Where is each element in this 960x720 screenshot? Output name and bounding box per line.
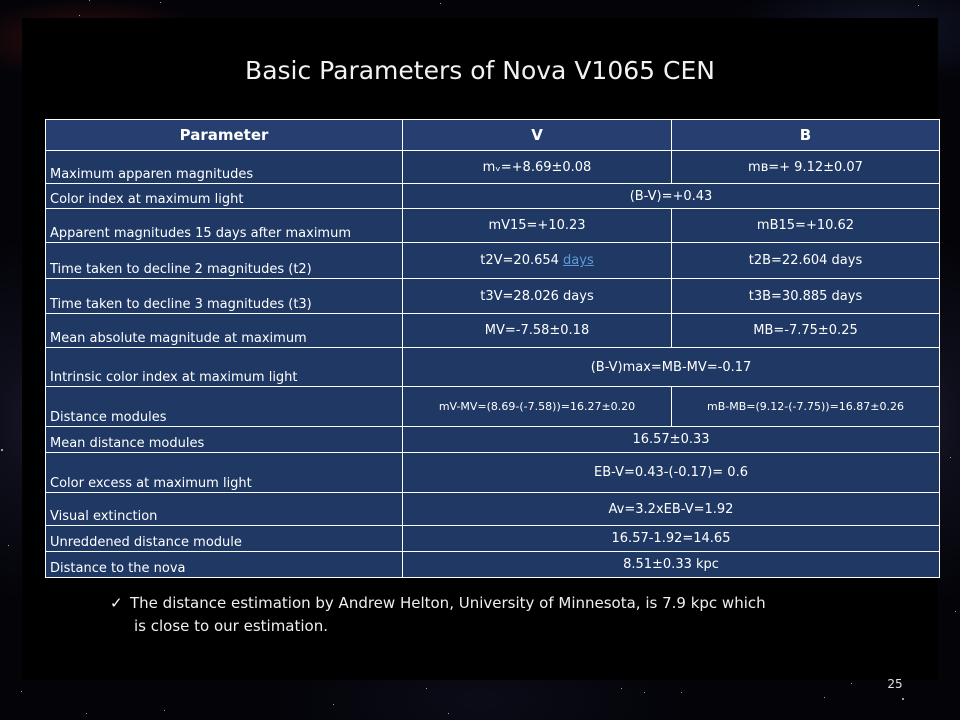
note-line-1: The distance estimation by Andrew Helton, University of Minnesota, is 7.9 kpc which	[130, 594, 766, 612]
star-dot	[621, 688, 622, 689]
value-v	[403, 243, 672, 279]
star-dot	[164, 710, 165, 711]
row-label: Apparent magnitudes 15 days after maximum	[46, 209, 403, 243]
value-b: mʙ=+ 9.12±0.07	[672, 151, 940, 184]
star-dot	[8, 545, 9, 546]
table-row	[46, 243, 940, 279]
star-dot	[1, 449, 3, 451]
row-label: Mean absolute magnitude at maximum	[46, 314, 403, 348]
value-v: t3V=28.026 days	[403, 279, 672, 314]
table-row	[46, 348, 940, 387]
parameters-table	[45, 119, 940, 578]
value-b: mB15=+10.62	[672, 209, 940, 243]
value-b: t2B=22.604 days	[672, 243, 940, 279]
value-v: mV15=+10.23	[403, 209, 672, 243]
row-label: Maximum apparen magnitudes	[46, 151, 403, 184]
header-parameter: Parameter	[46, 120, 403, 151]
star-dot	[918, 5, 919, 6]
slide-title: Basic Parameters of Nova V1065 CEN	[245, 56, 715, 85]
star-dot	[950, 457, 951, 458]
row-label: Unreddened distance module	[46, 526, 403, 552]
page-number: 25	[887, 677, 903, 691]
value-span: 16.57-1.92=14.65	[403, 526, 940, 552]
table-row	[46, 427, 940, 453]
value-span: EB-V=0.43-(-0.17)= 0.6	[403, 453, 940, 493]
value-span: Av=3.2xEB-V=1.92	[403, 493, 940, 526]
table-row	[46, 493, 940, 526]
row-label: Distance to the nova	[46, 552, 403, 578]
star-dot	[902, 698, 904, 700]
table-row	[46, 552, 940, 578]
star-dot	[955, 611, 956, 612]
star-dot	[333, 704, 334, 705]
table-row	[46, 209, 940, 243]
header-v: V	[403, 120, 672, 151]
table-row	[46, 279, 940, 314]
value-span: 8.51±0.33 kpc	[403, 552, 940, 578]
star-dot	[851, 683, 852, 684]
row-label: Intrinsic color index at maximum light	[46, 348, 403, 387]
star-dot	[89, 0, 90, 1]
star-dot	[21, 691, 22, 692]
star-dot	[426, 688, 427, 689]
row-label: Mean distance modules	[46, 427, 403, 453]
star-dot	[160, 2, 161, 3]
star-dot	[440, 3, 441, 4]
table-row	[46, 151, 940, 184]
star-dot	[79, 15, 80, 16]
value-span: 16.57±0.33	[403, 427, 940, 453]
table-row	[46, 526, 940, 552]
star-dot	[448, 713, 449, 714]
star-dot	[824, 697, 825, 698]
value-span: (B-V)max=MB-MV=-0.17	[403, 348, 940, 387]
row-label: Time taken to decline 2 magnitudes (t2)	[46, 243, 403, 279]
table-row	[46, 184, 940, 209]
checkmark-icon: ✓	[110, 594, 123, 612]
table-row	[46, 314, 940, 348]
header-row	[46, 120, 940, 151]
row-label: Time taken to decline 3 magnitudes (t3)	[46, 279, 403, 314]
value-b: t3B=30.885 days	[672, 279, 940, 314]
star-dot	[644, 692, 645, 693]
header-b: B	[672, 120, 940, 151]
table-row	[46, 453, 940, 493]
distance-note	[110, 592, 910, 638]
value-v: mV-MV=(8.69-(-7.58))=16.27±0.20	[403, 387, 672, 427]
value-v-text: t2V=20.654	[480, 253, 564, 268]
value-span: (B-V)=+0.43	[403, 184, 940, 209]
value-v: MV=-7.58±0.18	[403, 314, 672, 348]
row-label: Color index at maximum light	[46, 184, 403, 209]
table-row	[46, 387, 940, 427]
star-dot	[86, 713, 87, 714]
row-label: Visual extinction	[46, 493, 403, 526]
value-v: mᵥ=+8.69±0.08	[403, 151, 672, 184]
value-b: mB-MB=(9.12-(-7.75))=16.87±0.26	[672, 387, 940, 427]
star-dot	[681, 692, 682, 693]
row-label: Distance modules	[46, 387, 403, 427]
note-line-2: is close to our estimation.	[134, 617, 328, 635]
row-label: Color excess at maximum light	[46, 453, 403, 493]
value-b: MB=-7.75±0.25	[672, 314, 940, 348]
days-link[interactable]: days	[563, 253, 594, 268]
